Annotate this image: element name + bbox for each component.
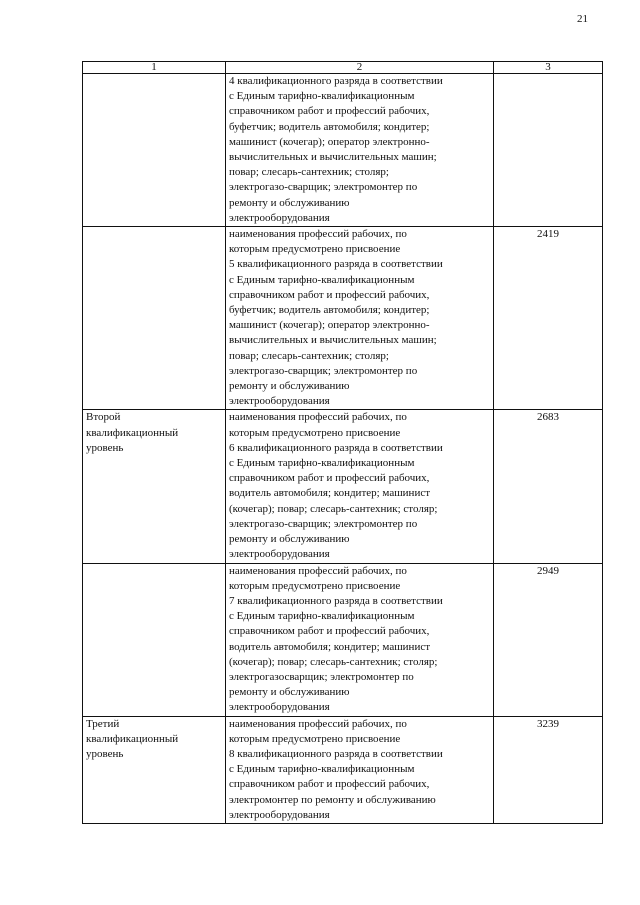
description-text: наименования профессий рабочих, по которым предусмотрено присвоение 6 квалификационного разряда в соответствии с Единым тарифно-квалификационным справочником работ и профессий рабочих, водитель автомобиля; кондитер; машинист (кочегар); повар; слесарь-сантехник; столяр; электрогазо-сварщик; электромонтер по ремонту и обслуживанию электрооборудования [229, 411, 443, 561]
level-cell [83, 716, 226, 823]
salary-value: 2683 [537, 411, 559, 424]
salary-cell [494, 227, 603, 410]
description-text: 4 квалификационного разряда в соответствии с Единым тарифно-квалификационным справочником работ и профессий рабочих, буфетчик; водитель автомобиля; кондитер; машинист (кочегар); оператор электронно- вычислительных и вычислительных машин; повар; слесарь-сантехник; столяр; электрогазо-сварщик; электромонтер по ремонту и обслуживанию электрооборудования [229, 75, 443, 224]
table-header-row [83, 62, 603, 74]
page-number: 21 [577, 13, 588, 25]
header-col-2: 2 [226, 62, 494, 74]
description-text: наименования профессий рабочих, по которым предусмотрено присвоение 5 квалификационного разряда в соответствии с Единым тарифно-квалификационным справочником работ и профессий рабочих, буфетчик; водитель автомобиля; кондитер; машинист (кочегар); оператор электронно- вычислительных и вычислительных машин; повар; слесарь-сантехник; столяр; электрогазо-сварщик; электромонтер по ремонту и обслуживанию электрооборудования [229, 228, 443, 408]
description-cell [226, 410, 494, 563]
table-row [83, 563, 603, 716]
description-text: наименования профессий рабочих, по которым предусмотрено присвоение 7 квалификационного разряда в соответствии с Единым тарифно-квалификационным справочником работ и профессий рабочих, водитель автомобиля; кондитер; машинист (кочегар); повар; слесарь-сантехник; столяр; электрогазосварщик; электромонтер по ремонту и обслуживанию электрооборудования [229, 564, 443, 714]
salary-value: 3239 [537, 717, 559, 730]
salary-cell [494, 563, 603, 716]
table-row [83, 716, 603, 823]
salary-value: 2949 [537, 564, 559, 577]
level-cell [83, 563, 226, 716]
header-col-3: 3 [494, 62, 603, 74]
header-col-1: 1 [83, 62, 226, 74]
description-cell [226, 74, 494, 227]
table-row [83, 227, 603, 410]
level-cell [83, 74, 226, 227]
level-text: Второй квалификационный уровень [86, 411, 179, 454]
salary-value: 2419 [537, 228, 559, 241]
description-cell [226, 716, 494, 823]
salary-cell [494, 716, 603, 823]
description-text: наименования профессий рабочих, по которым предусмотрено присвоение 8 квалификационного разряда в соответствии с Единым тарифно-квалификационным справочником работ и профессий рабочих, электромонтер по ремонту и обслуживанию электрооборудования [229, 717, 443, 821]
table-row [83, 410, 603, 563]
level-cell [83, 227, 226, 410]
table-row [83, 74, 603, 227]
level-cell [83, 410, 226, 563]
qualification-table [82, 61, 603, 824]
salary-cell [494, 74, 603, 227]
description-cell [226, 227, 494, 410]
level-text: Третий квалификационный уровень [86, 717, 179, 760]
description-cell [226, 563, 494, 716]
salary-cell [494, 410, 603, 563]
